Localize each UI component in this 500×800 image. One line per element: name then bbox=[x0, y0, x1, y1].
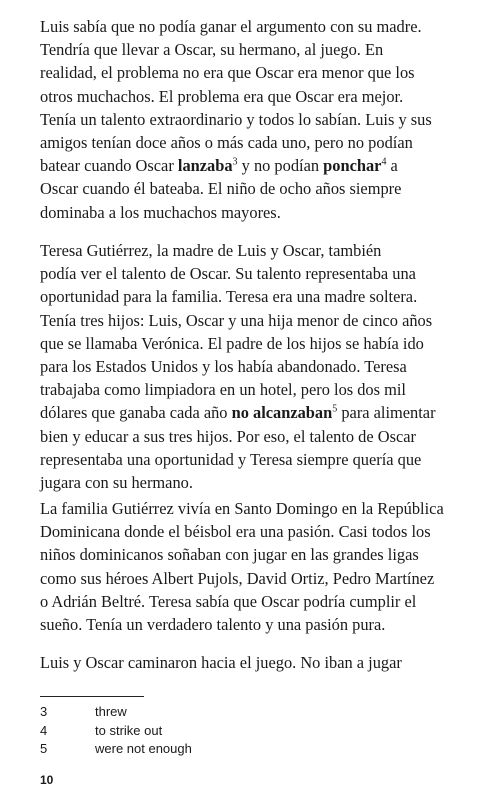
text-line: Dominicana donde el béisbol era una pasión. Casi todos los bbox=[40, 522, 431, 542]
text-line: que se llamaba Verónica. El padre de los hijos se había ido bbox=[40, 333, 424, 353]
footnotes bbox=[40, 703, 192, 759]
text-line: Tendría que llevar a Oscar, su hermano, al juego. En bbox=[40, 40, 384, 60]
text-line: dominaba a los muchachos mayores. bbox=[40, 202, 281, 222]
footnote-text: were not enough bbox=[95, 741, 192, 756]
text-line: Teresa Gutiérrez, la madre de Luis y Oscar, también bbox=[40, 241, 382, 260]
text-run: y no podían bbox=[237, 156, 324, 176]
text-run: a bbox=[386, 156, 398, 176]
text-line: podía ver el talento de Oscar. Su talento representaba una bbox=[40, 264, 416, 284]
footnote-number: 4 bbox=[40, 722, 48, 738]
text-line: representaba una oportunidad y Teresa siempre quería que bbox=[40, 449, 422, 469]
text-line: jugara con su hermano. bbox=[40, 473, 193, 493]
footnote-text: to strike out bbox=[95, 722, 163, 738]
text-line: para los Estados Unidos y los había abandonado. Teresa bbox=[40, 357, 407, 377]
text-line bbox=[40, 401, 460, 424]
footnote-5 bbox=[40, 740, 192, 759]
text-line: oportunidad para la familia. Teresa era una madre soltera. bbox=[40, 287, 418, 307]
footnote-text: threw bbox=[95, 704, 127, 719]
text-line: como sus héroes Albert Pujols, David Ortiz, Pedro Martínez bbox=[40, 568, 435, 588]
text-line: amigos tenían doce años o más cada uno, pero no podían bbox=[40, 133, 413, 153]
text-line: Luis y Oscar caminaron hacia el juego. No iban a jugar bbox=[40, 653, 402, 672]
text-line: otros muchachos. El problema era que Oscar era mejor. bbox=[40, 86, 404, 106]
text-line: Tenía un talento extraordinario y todos lo sabían. Luis y sus bbox=[40, 109, 432, 129]
footnote-number: 3 bbox=[40, 704, 48, 719]
text-line: La familia Gutiérrez vivía en Santo Domingo en la República bbox=[40, 499, 444, 518]
paragraph-1 bbox=[40, 15, 460, 224]
paragraph-3 bbox=[40, 497, 460, 636]
footnote-3 bbox=[40, 703, 192, 722]
text-line: trabajaba como limpiadora en un hotel, pero los dos mil bbox=[40, 380, 406, 400]
paragraph-2 bbox=[40, 239, 460, 494]
footnote-4 bbox=[40, 722, 192, 741]
footnote-divider bbox=[40, 696, 144, 697]
glossed-word-lanzaba: lanzaba bbox=[177, 156, 233, 176]
text-line bbox=[40, 154, 460, 177]
footnote-ref-5: 5 bbox=[332, 403, 338, 415]
footnote-ref-4: 4 bbox=[381, 156, 387, 168]
text-line: o Adrián Beltré. Teresa sabía que Oscar podría cumplir el bbox=[40, 591, 417, 611]
text-line: realidad, el problema no era que Oscar era menor que los bbox=[40, 63, 415, 83]
text-line: Tenía tres hijos: Luis, Oscar y una hija menor de cinco años bbox=[40, 310, 433, 330]
paragraph-4 bbox=[40, 651, 460, 674]
glossed-word-ponchar: ponchar bbox=[323, 156, 382, 176]
text-run: batear cuando Oscar bbox=[40, 156, 178, 176]
footnote-number: 5 bbox=[40, 741, 48, 756]
text-line: niños dominicanos soñaban con jugar en las grandes ligas bbox=[40, 545, 419, 565]
text-line: sueño. Tenía un verdadero talento y una pasión pura. bbox=[40, 615, 386, 635]
text-run: para alimentar bbox=[337, 403, 436, 423]
page-number: 10 bbox=[40, 773, 54, 787]
text-line: bien y educar a sus tres hijos. Por eso, el talento de Oscar bbox=[40, 426, 416, 446]
text-line: Luis sabía que no podía ganar el argumento con su madre. bbox=[40, 17, 422, 36]
text-run: dólares que ganaba cada año bbox=[40, 403, 232, 423]
footnote-ref-3: 3 bbox=[232, 156, 238, 168]
text-line: Oscar cuando él bateaba. El niño de ocho años siempre bbox=[40, 179, 402, 199]
glossed-word-no-alcanzaban: no alcanzaban bbox=[231, 403, 333, 423]
